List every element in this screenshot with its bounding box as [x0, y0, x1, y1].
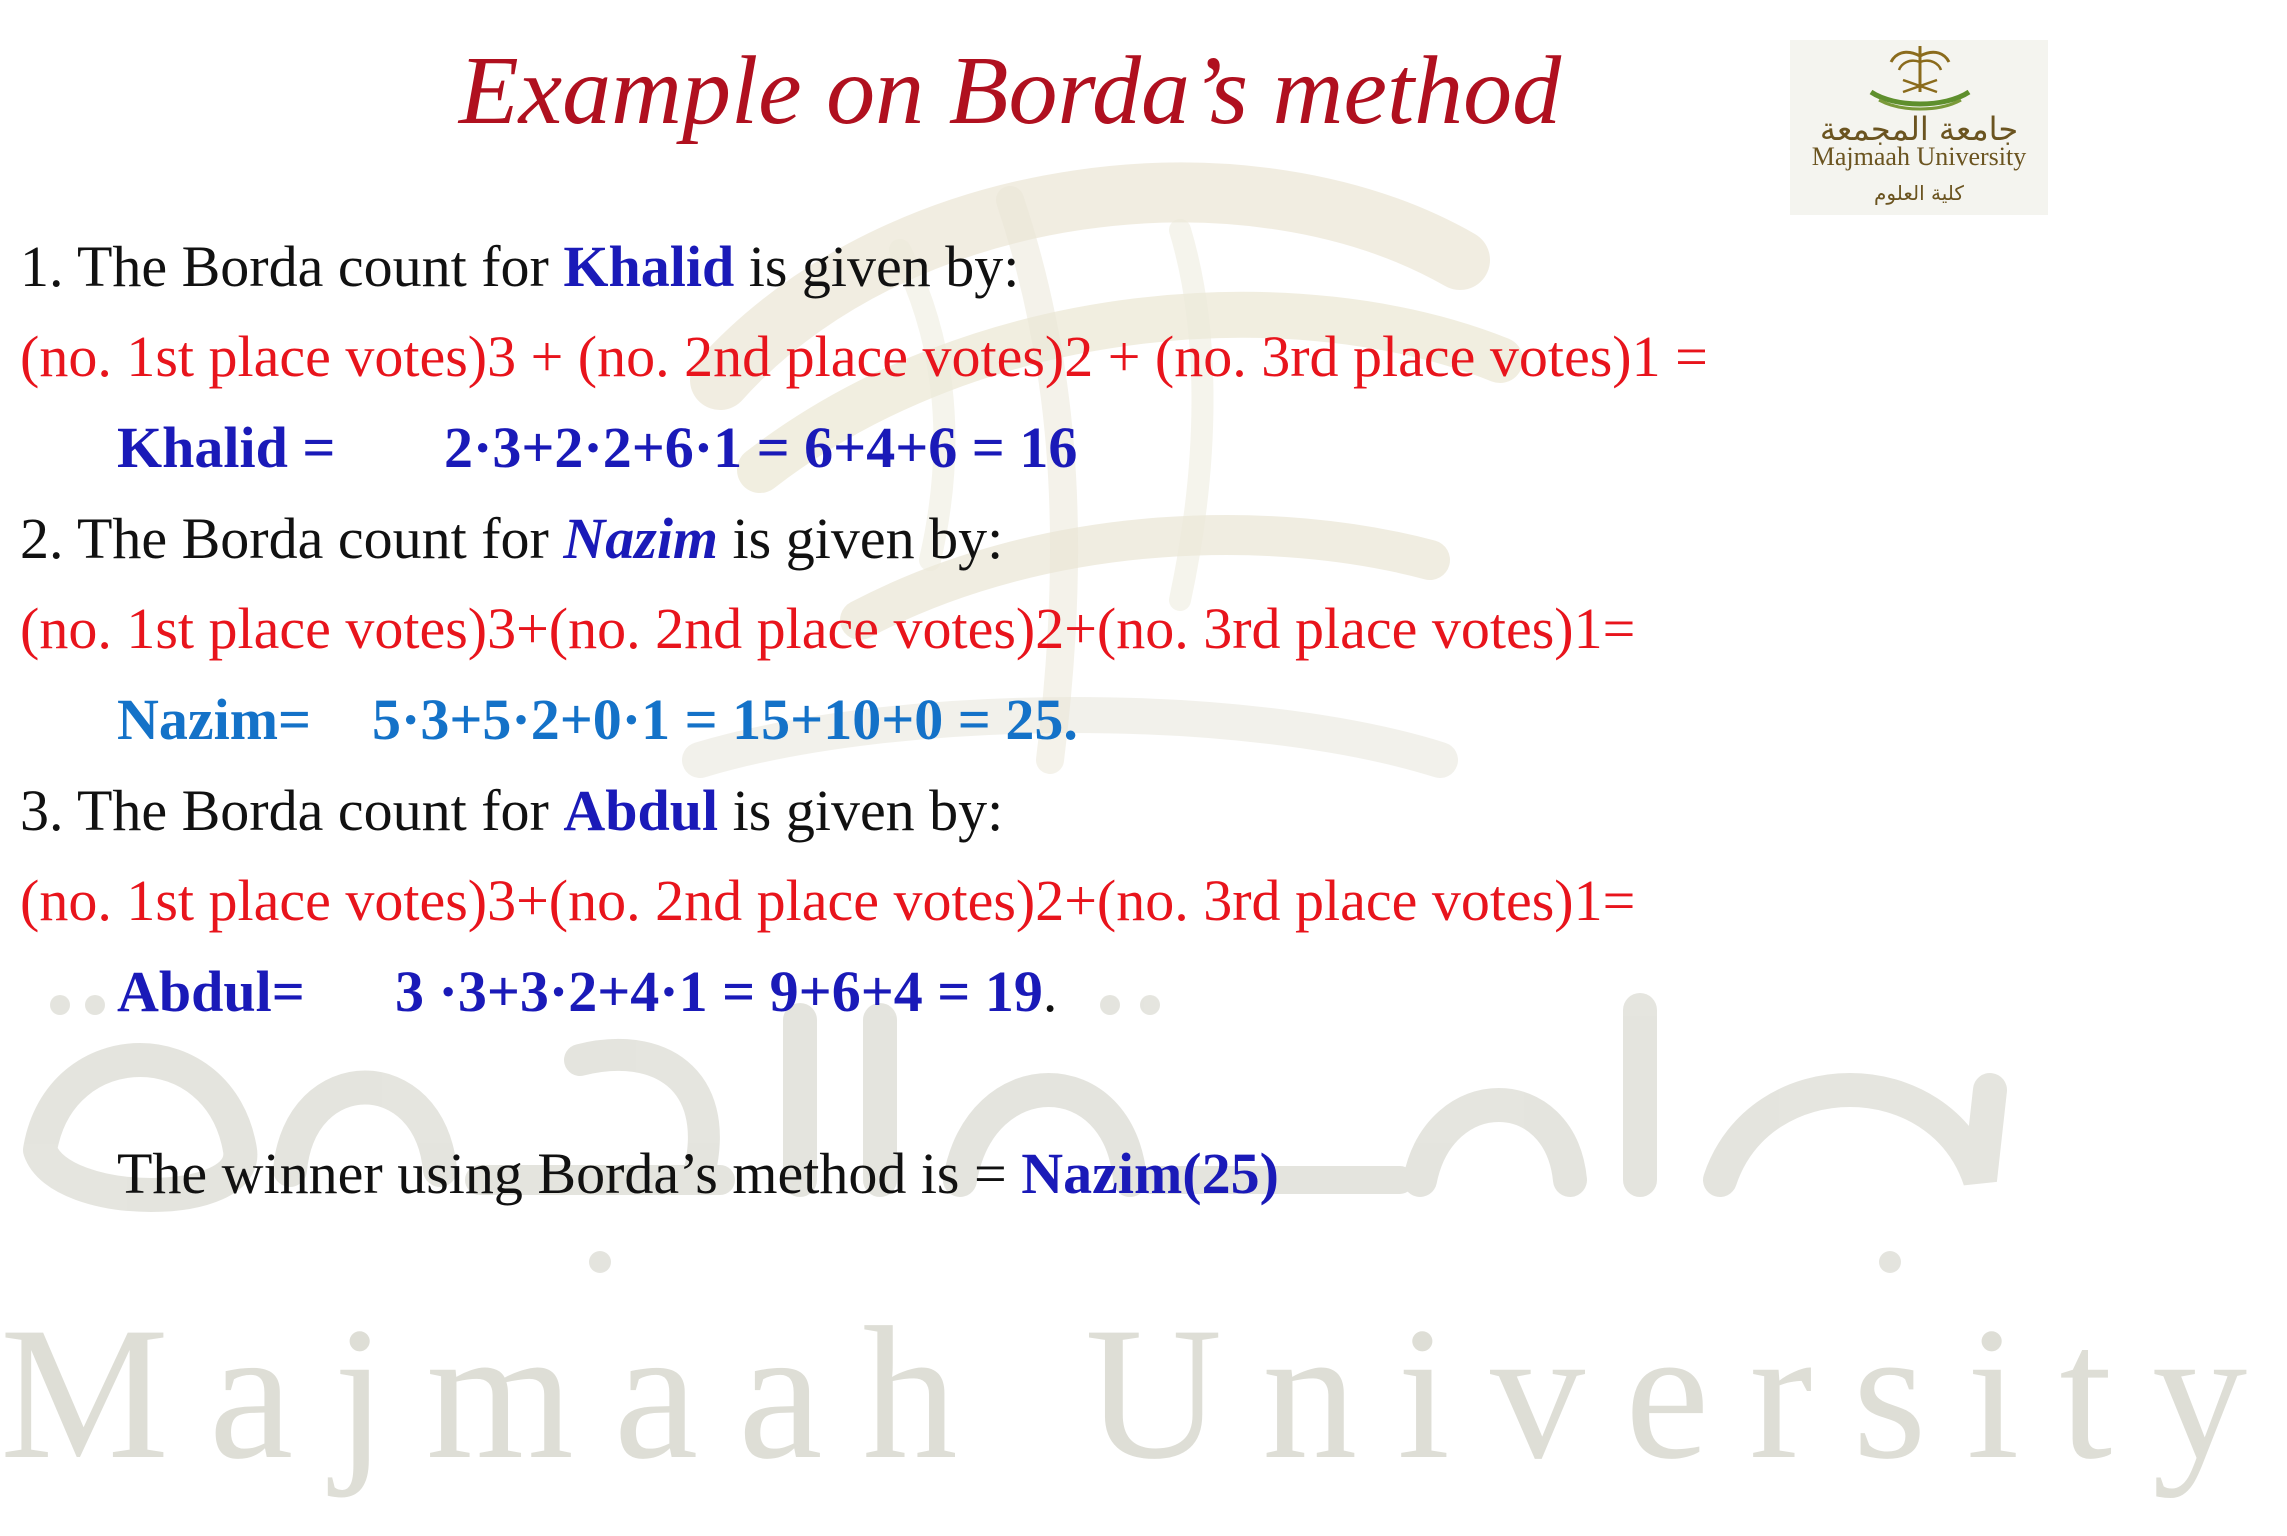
- item-1-intro-prefix: 1. The Borda count for: [20, 234, 564, 299]
- item-3-result-value: 3 ·3+3·2+4·1 = 9+6+4 = 19: [395, 959, 1043, 1024]
- item-1-intro-suffix: is given by:: [734, 234, 1020, 299]
- item-3-intro-suffix: is given by:: [718, 778, 1004, 843]
- slide-title: Example on Borda’s method: [458, 37, 1562, 145]
- conclusion: [117, 1141, 1279, 1206]
- watermark-text: Majmaah University: [0, 1289, 2287, 1499]
- logo-college-name: كلية العلوم: [1874, 181, 1964, 205]
- candidate-name-abdul: Abdul: [563, 778, 719, 843]
- item-2-intro-suffix: is given by:: [718, 506, 1004, 571]
- item-2-result-value: 5·3+5·2+0·1 = 15+10+0 = 25.: [372, 687, 1078, 752]
- item-1-formula: (no. 1st place votes)3 + (no. 2nd place votes)2 + (no. 3rd place votes)1 =: [20, 324, 1708, 389]
- palm-emblem-icon: [1865, 40, 1975, 112]
- item-2-intro: [20, 506, 1004, 571]
- item-3-formula: (no. 1st place votes)3+(no. 2nd place votes)2+(no. 3rd place votes)1=: [20, 868, 1636, 933]
- conclusion-prefix: The winner using Borda’s method is =: [117, 1141, 1022, 1206]
- item-2-formula: (no. 1st place votes)3+(no. 2nd place votes)2+(no. 3rd place votes)1=: [20, 596, 1636, 661]
- logo-arabic-name: جامعة المجمعة: [1819, 110, 2019, 148]
- logo-latin-name: Majmaah University: [1811, 142, 2027, 171]
- item-3-result: [395, 959, 1058, 1024]
- candidate-name-nazim: Nazim: [563, 506, 719, 571]
- item-1-result-label: Khalid =: [117, 415, 336, 480]
- item-1-intro: [20, 234, 1020, 299]
- winner-name: Nazim(25): [1021, 1141, 1279, 1206]
- candidate-name-khalid: Khalid: [563, 234, 735, 299]
- university-logo: [1790, 40, 2048, 215]
- item-3-result-label: Abdul=: [117, 959, 305, 1024]
- item-2-result-label: Nazim=: [117, 687, 312, 752]
- item-3-intro: [20, 778, 1004, 843]
- item-1-result-value: 2·3+2·2+6·1 = 6+4+6 = 16: [444, 415, 1078, 480]
- item-3-result-trail: .: [1042, 959, 1058, 1024]
- item-3-intro-prefix: 3. The Borda count for: [20, 778, 564, 843]
- item-2-intro-prefix: 2. The Borda count for: [20, 506, 564, 571]
